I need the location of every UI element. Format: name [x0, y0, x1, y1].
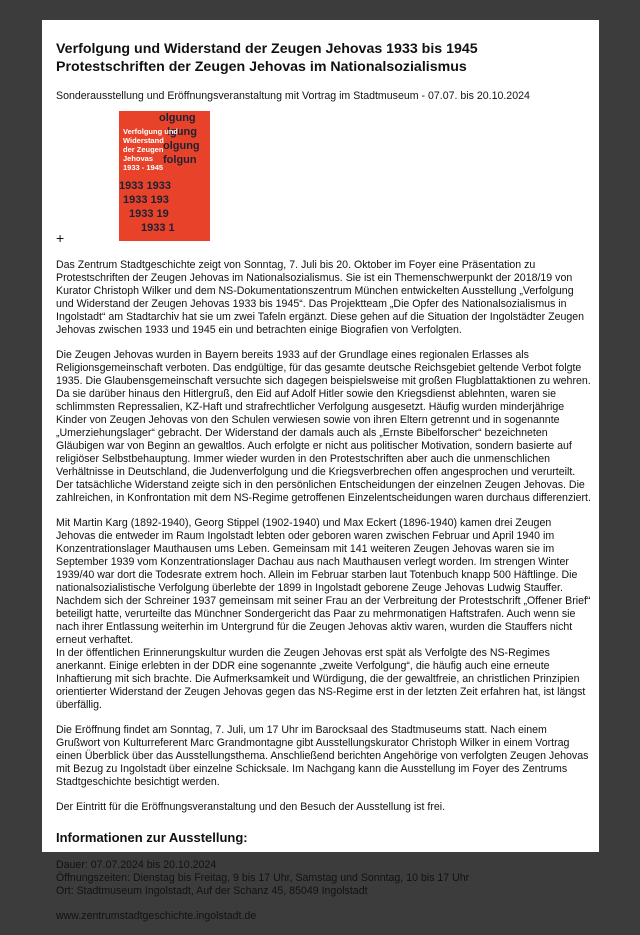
- website-link[interactable]: www.zentrumstadtgeschichte.ingolstadt.de: [56, 910, 257, 922]
- info-opening-hours: Öffnungszeiten: Dienstag bis Freitag, 9 bis 17 Uhr, Samstag und Sonntag, 10 bis 17 Uhr: [56, 872, 470, 884]
- article: [56, 40, 592, 935]
- document-page: [42, 20, 599, 922]
- paragraph-biographies: Mit Martin Karg (1892-1940), Georg Stippel (1902-1940) und Max Eckert (1896-1940) kamen drei Zeugen Jehovas die entweder im Raum Ingolstadt lebten oder geboren waren zwischen Februar und April 1940 im Konzentrationslager Mauthausen ums Leben. Gemeinsam mit 141 weiteren Zeugen Jehovas waren sie im September 1939 vom Konzentrationslager Dachau aus nach Mauthausen verlegt worden. Im strengen Winter 1939/40 war dort die Todesrate extrem hoch. Allein im Februar starben laut Totenbuch knapp 500 Häftlinge. Die nationalsozialistische Verfolgung überlebte der 1899 in Ingolstadt geborene Zeuge Jehovas Ludwig Stauffer. Nachdem sich der Schreiner 1937 gemeinsam mit seiner Frau an der Verbreitung der Protestschrift „Offener Brief“ beteiligt hatte, verurteilte das Münchner Sondergericht das Paar zu mehrmonatigen Haftstrafen. Auch wenn sie nach ihrer Entlassung weiterhin im Untergrund für die Zeugen Jehovas aktiv waren, wurden die Stauffers nicht erneut verhaftet. In der öffentlichen Erinnerungskultur wurden die Zeugen Jehovas erst spät als Verfolgte des NS-Regimes anerkannt. Einige erlebten in der DDR eine sogenannte „zweite Verfolgung“, die häufig auch eine erneute Inhaftierung mit sich brachte. Die Aufmerksamkeit und Würdigung, die der gewaltfreie, an christlichen Prinzipien orientierter Widerstand der Zeugen Jehovas gegen das NS-Regime erst in der letzten Zeit erfahren hat, ist längst überfällig.: [56, 517, 591, 711]
- title-line-2: Protestschriften der Zeugen Jehovas im Nationalsozialismus: [56, 59, 467, 75]
- paragraph-intro: Das Zentrum Stadtgeschichte zeigt von Sonntag, 7. Juli bis 20. Oktober im Foyer eine Präsentation zu Protestschriften der Zeugen Jehovas im Nationalsozialismus. Sie ist ein Themenschwerpunkt der 2018/19 von Kurator Christoph Wilker und dem NS-Dokumentationszentrum München entwickelten Ausstellung „Verfolgung und Widerstand der Zeugen Jehovas 1933 bis 1945“. Das Projektteam „Die Opfer des Nationalsozialismus in Ingolstadt“ am Stadtarchiv hat sie um zwei Tafeln ergänzt. Diese gehen auf die Situation der Ingolstädter Zeugen Jehovas zwischen 1933 und 1945 ein und betrachten einige Biografien von Verfolgten.: [56, 259, 585, 336]
- exhibition-poster-image[interactable]: olgung lgung olgung folgun 1933 1933 1933 193 1933 19 1933 1 Verfolgung und Widerstand der Zeugen Jehovas 1933 - 1945: [119, 111, 210, 241]
- page-title: [56, 40, 592, 76]
- image-row: [56, 111, 592, 246]
- info-location: Ort: Stadtmuseum Ingolstadt, Auf der Schanz 45, 85049 Ingolstadt: [56, 885, 368, 897]
- info-duration: Dauer: 07.07.2024 bis 20.10.2024: [56, 859, 217, 871]
- subtitle: Sonderausstellung und Eröffnungsveranstaltung mit Vortrag im Stadtmuseum - 07.07. bis 20.10.2024: [56, 90, 530, 102]
- info-details: [56, 859, 592, 898]
- title-line-1: Verfolgung und Widerstand der Zeugen Jehovas 1933 bis 1945: [56, 41, 478, 57]
- poster-title: Verfolgung und Widerstand der Zeugen Jehovas 1933 - 1945: [123, 127, 178, 172]
- paragraph-admission: Der Eintritt für die Eröffnungsveranstaltung und den Besuch der Ausstellung ist frei.: [56, 801, 446, 813]
- plus-icon[interactable]: +: [56, 230, 65, 246]
- paragraph-history: Die Zeugen Jehovas wurden in Bayern bereits 1933 auf der Grundlage eines regionalen Erlasses als Religionsgemeinschaft verboten. Das endgültige, für das gesamte deutsche Reichsgebiet geltende Verbot folgte 1935. Die Glaubensgemeinschaft versuchte sich dagegen beispielsweise mit großen Flugblattaktionen zu wehren. Da sie darüber hinaus den Hitlergruß, den Eid auf Adolf Hitler sowie den Kriegsdienst ablehnten, waren sie schlimmsten Repressalien, KZ-Haft und strafrechtlicher Verfolgung ausgesetzt. Häufig wurden minderjährige Kinder von Zeugen Jehovas von den Schulen verwiesen sowie von ihren Eltern getrennt und in sogenannte „Umerziehungslager“ gebracht. Der Widerstand der damals auch als „Ernste Bibelforscher“ bezeichneten Gläubigen war von Beginn an gewaltlos. Auch erfolgte er nicht aus politischer Motivation, sondern basierte auf religiöser Selbstbehauptung. Immer wieder wurden in den Protestschriften aber auch die unmenschlichen Verhältnisse in Deutschland, die Judenverfolgung und die Kriegsverbrechen offen angesprochen und verurteilt. Der tatsächliche Widerstand zeigte sich in den persönlichen Entscheidungen der einzelnen Zeugen Jehovas. Die zahlreichen, in Konfrontation mit dem NS-Regime getroffenen Einzelentscheidungen waren durchaus differenziert.: [56, 349, 591, 504]
- info-heading: Informationen zur Ausstellung:: [56, 830, 248, 845]
- paragraph-opening: Die Eröffnung findet am Sonntag, 7. Juli, um 17 Uhr im Barocksaal des Stadtmuseums statt. Nach einem Grußwort von Kulturreferent Marc Grandmontagne gibt Ausstellungskurator Christoph Wilker in einem Vortrag einen Überblick über das Ausstellungsthema. Anschließend berichten Angehörige von verfolgten Zeugen Jehovas mit Bezug zu Ingolstadt über einzelne Schicksale. Im Nachgang kann die Ausstellung im Foyer des Zentrums Stadtgeschichte besichtigt werden.: [56, 724, 589, 788]
